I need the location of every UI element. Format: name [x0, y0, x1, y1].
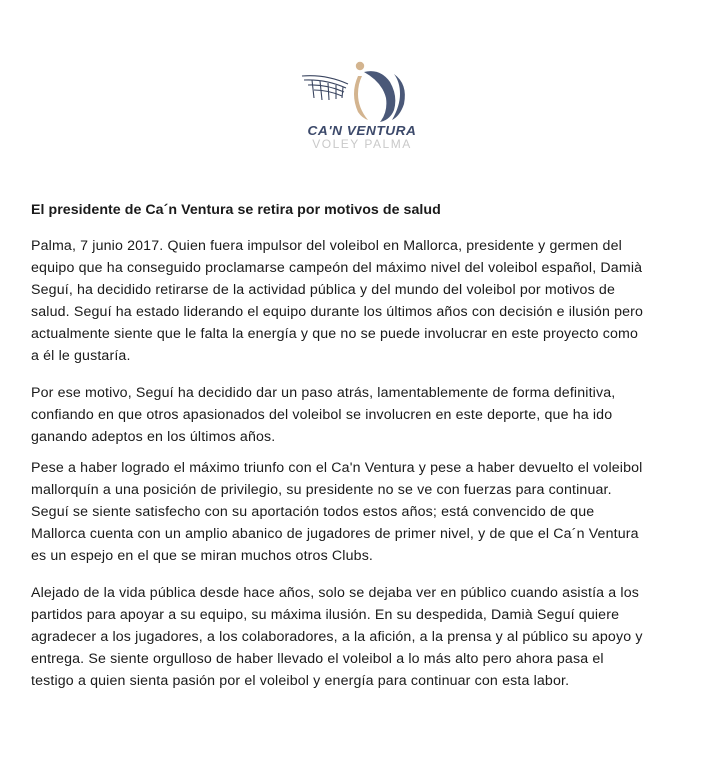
club-logo [296, 54, 426, 154]
player-body-shape [354, 76, 368, 120]
logo-club-name: CA'N VENTURA [307, 123, 417, 138]
swoosh-shape [364, 71, 395, 122]
paragraph-line: es un espejo en el que se miran muchos otros Clubs. [31, 548, 374, 564]
net-graphic [302, 76, 348, 100]
logo-subtitle: VOLEY PALMA [312, 137, 412, 151]
paragraph-line: ganando adeptos en los últimos años. [31, 429, 276, 445]
paragraph-1 [31, 235, 691, 367]
paragraph-line: actualmente siente que le falta la energía y que no se puede involucrar en este proyecto como [31, 326, 639, 342]
paragraph-line: Seguí, ha decidido retirarse de la actividad pública y del mundo del voleibol por motivos de [31, 282, 616, 298]
paragraph-line: partidos para apoyar a su equipo, su máxima ilusión. En su despedida, Damià Seguí quiere [31, 607, 620, 623]
paragraph-4 [31, 582, 691, 692]
paragraph-line: agradecer a los jugadores, a los colaboradores, a la afición, a la prensa y al público su apoyo y [31, 629, 643, 645]
paragraph-line: Seguí se siente satisfecho con su aportación todos estos años; está convencido de que [31, 504, 595, 520]
paragraph-3 [31, 457, 691, 567]
paragraph-line: confiando en que otros apasionados del voleibol se involucren en este deporte, que ha ido [31, 407, 613, 423]
paragraph-line: entrega. Se siente orgulloso de haber llevado el voleibol a lo más alto pero ahora pasa el [31, 651, 604, 667]
paragraph-line: Mallorca cuenta con un amplio abanico de jugadores de primer nivel, y de que el Ca´n Ventura [31, 526, 639, 542]
paragraph-line: equipo que ha conseguido proclamarse campeón del máximo nivel del voleibol español, Damià [31, 260, 643, 276]
paragraph-line: mallorquín a una posición de privilegio, su presidente no se ve con fuerzas para continuar. [31, 482, 612, 498]
player-head-shape [356, 62, 364, 70]
press-release [31, 200, 691, 692]
paragraph-line: a él le gustaría. [31, 348, 131, 364]
article-title: El presidente de Ca´n Ventura se retira por motivos de salud [31, 202, 441, 218]
paragraph-2 [31, 382, 691, 448]
paragraph-line: testigo a quien sienta pasión por el voleibol y energía para continuar con esta labor. [31, 673, 570, 689]
paragraph-line: Alejado de la vida pública desde hace años, solo se dejaba ver en público cuando asistía a los [31, 585, 640, 601]
paragraph-line: salud. Seguí ha estado liderando el equipo durante los últimos años con decisión e ilusión pero [31, 304, 644, 320]
paragraph-line: Pese a haber logrado el máximo triunfo con el Ca'n Ventura y pese a haber devuelto el voleibol [31, 460, 643, 476]
paragraph-line: Palma, 7 junio 2017. Quien fuera impulsor del voleibol en Mallorca, presidente y germen del [31, 238, 622, 254]
volleyball-player-net-icon [296, 54, 426, 124]
paragraph-line: Por ese motivo, Seguí ha decidido dar un paso atrás, lamentablemente de forma definitiva, [31, 385, 616, 401]
